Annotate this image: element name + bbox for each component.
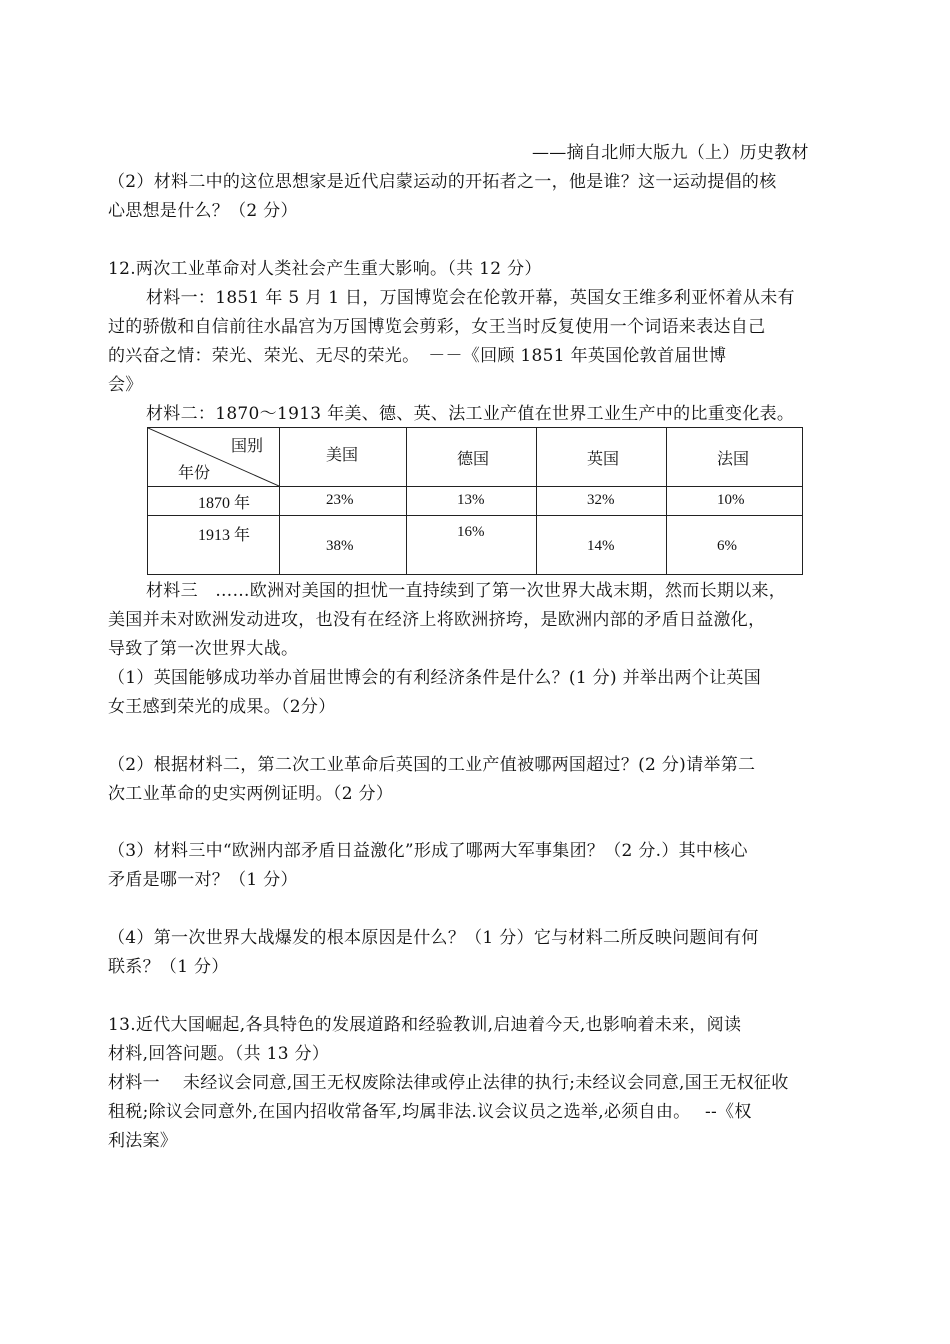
col-header-france: 法国 xyxy=(667,428,803,487)
q12-part3-line1: （3）材料三中“欧洲内部矛盾日益激化”形成了哪两大军事集团？（2 分.）其中核心 xyxy=(108,841,748,861)
cell-1870-france: 10% xyxy=(667,487,803,516)
cell-1870-germany: 13% xyxy=(407,487,537,516)
q12-material2: 材料二：1870～1913 年美、德、英、法工业产值在世界工业生产中的比重变化表。 xyxy=(146,404,795,424)
source-citation: ——摘自北师大版九（上）历史教材 xyxy=(532,143,809,163)
q11-part2-line1: （2）材料二中的这位思想家是近代启蒙运动的开拓者之一，他是谁？这一运动提倡的核 xyxy=(108,172,777,192)
q12-material1-line2: 过的骄傲和自信前往水晶宫为万国博览会剪彩，女王当时反复使用一个词语来表达自己 xyxy=(108,317,766,337)
col-header-germany: 德国 xyxy=(407,428,537,487)
q12-part4-line1: （4）第一次世界大战爆发的根本原因是什么？（1 分）它与材料二所反映问题间有何 xyxy=(108,928,759,948)
row-year-1913: 1913 年 xyxy=(148,516,280,575)
q12-material3-line2: 美国并未对欧洲发动进攻，也没有在经济上将欧洲挤垮，是欧洲内部的矛盾日益激化， xyxy=(108,610,766,630)
q12-part2-line1: （2）根据材料二，第二次工业革命后英国的工业产值被哪两国超过？(2 分)请举第二 xyxy=(108,755,756,775)
q12-part4-line2: 联系？（1 分） xyxy=(108,957,229,977)
q12-material1-line1: 材料一：1851 年 5 月 1 日，万国博览会在伦敦开幕，英国女王维多利亚怀着从未有 xyxy=(146,288,795,308)
table-corner-cell xyxy=(148,428,280,487)
cell-1913-usa: 38% xyxy=(280,516,407,575)
col-header-usa: 美国 xyxy=(280,428,407,487)
q12-material3-line1: 材料三 ……欧洲对美国的担忧一直持续到了第一次世界大战末期，然而长期以来， xyxy=(146,581,787,601)
industry-share-table xyxy=(147,427,803,575)
q11-part2-line2: 心思想是什么？（2 分） xyxy=(108,201,298,221)
col-header-uk: 英国 xyxy=(537,428,667,487)
q13-material1-line3: 利法案》 xyxy=(108,1131,178,1151)
cell-1913-uk: 14% xyxy=(537,516,667,575)
cell-1870-usa: 23% xyxy=(280,487,407,516)
row-year-1870: 1870 年 xyxy=(148,487,280,516)
q12-part2-line2: 次工业革命的史实两例证明。（2 分） xyxy=(108,784,394,804)
cell-1913-germany: 16% xyxy=(407,516,537,575)
q12-material1-line3: 的兴奋之情：荣光、荣光、无尽的荣光。 －－《回顾 1851 年英国伦敦首届世博 xyxy=(108,346,727,366)
q13-material1-line1: 材料一 未经议会同意,国王无权废除法律或停止法律的执行;未经议会同意,国王无权征收 xyxy=(108,1073,789,1093)
corner-label-country: 国别 xyxy=(230,438,263,455)
q13-material1-line2: 租税;除议会同意外,在国内招收常备军,均属非法.议会议员之选举,必须自由。 --《权 xyxy=(108,1102,752,1122)
cell-1913-france: 6% xyxy=(667,516,803,575)
q12-material1-line4: 会》 xyxy=(108,375,143,395)
corner-label-year: 年份 xyxy=(178,465,211,482)
q12-title: 12.两次工业革命对人类社会产生重大影响。（共 12 分） xyxy=(108,259,542,279)
q12-part1-line2: 女王感到荣光的成果。（2分） xyxy=(108,697,336,717)
q12-part3-line2: 矛盾是哪一对？（1 分） xyxy=(108,870,298,890)
q13-title-line1: 13.近代大国崛起,各具特色的发展道路和经验教训,启迪着今天,也影响着未来，阅读 xyxy=(108,1015,742,1035)
q12-part1-line1: （1）英国能够成功举办首届世博会的有利经济条件是什么？(1 分) 并举出两个让英国 xyxy=(108,668,762,688)
q13-title-line2: 材料,回答问题。（共 13 分） xyxy=(108,1044,330,1064)
cell-1870-uk: 32% xyxy=(537,487,667,516)
q12-material3-line3: 导致了第一次世界大战。 xyxy=(108,639,299,659)
